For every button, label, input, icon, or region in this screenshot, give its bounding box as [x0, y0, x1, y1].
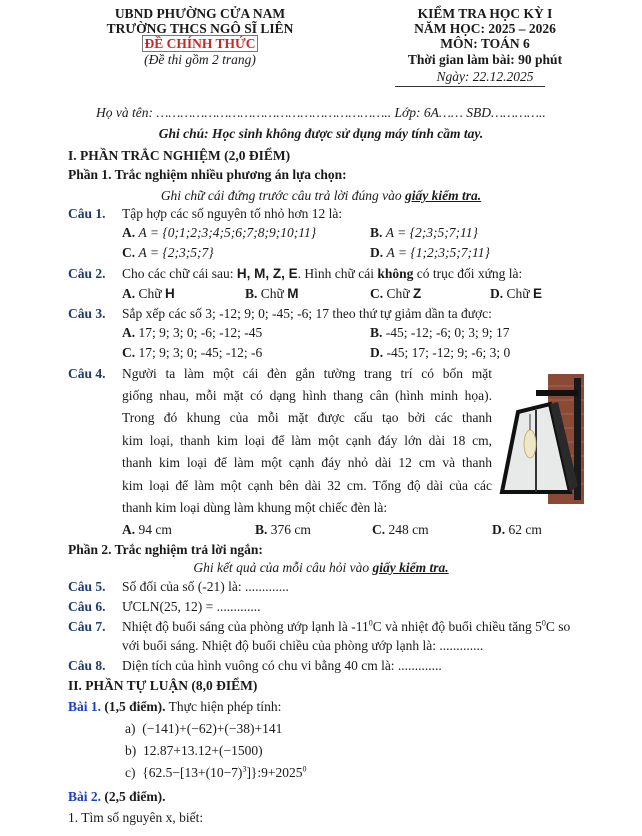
bai1-item-c: c) $\{62.5-[13+(10-7)^3]\}:9+2025^0$ — [125, 764, 307, 780]
note: Ghi chú: Học sinh không được sử dụng máy tính cầm tay. — [158, 126, 484, 141]
question-text-line: với buổi sáng. Nhiệt độ buổi chiều của phòng ướp lạnh là: ............. — [122, 638, 484, 653]
part1-instruction — [0, 188, 642, 204]
question-text: Diện tích của hình vuông có chu vi bằng 40 cm là: ............. — [122, 658, 442, 673]
question-label: Câu 2. — [68, 266, 106, 281]
wall-lamp-image — [498, 374, 588, 504]
question-text-line: kim loại để làm một cạnh bên dài 32 cm. Tổng độ dài của các — [122, 478, 492, 493]
section2-title: II. PHẦN TỰ LUẬN (8,0 ĐIỂM) — [68, 678, 258, 693]
question-text-line: thanh kim loại dùng làm khung một chiếc đèn là: — [122, 500, 388, 515]
option-c: C. 248 cm — [372, 522, 429, 537]
option-c: C. 17; 9; 3; 0; -45; -12; -6 — [122, 345, 263, 360]
question-text-line: Người ta làm một cái đèn gắn tường trang trí có bốn mặt — [122, 366, 492, 381]
section1-title: I. PHẦN TRẮC NGHIỆM (2,0 ĐIỂM) — [68, 148, 291, 163]
question-text: Sắp xếp các số 3; -12; 9; 0; -45; -6; 17 theo thứ tự giảm dần ta được: — [122, 306, 492, 321]
option-d: D. -45; 17; -12; 9; -6; 3; 0 — [370, 345, 511, 360]
question-label: Câu 6. — [68, 599, 106, 614]
option-a: A. Chữ H — [122, 286, 175, 301]
part2-title: Phần 2. Trắc nghiệm trả lời ngắn: — [68, 542, 263, 557]
bai1-heading: Bài 1. (1,5 điểm). Thực hiện phép tính: — [68, 699, 282, 714]
question-label: Câu 1. — [68, 206, 106, 221]
header-left-line1: UBND PHƯỜNG CỬA NAM — [114, 6, 286, 21]
question-text-line: thanh kim loại để làm một cạnh đáy nhỏ dài 12 cm và thanh — [122, 455, 492, 470]
school-name: TRƯỜNG THCS NGÔ SĨ LIÊN — [106, 21, 294, 36]
duration: Thời gian làm bài: 90 phút — [407, 52, 563, 67]
option-a: A. 17; 9; 3; 0; -6; -12; -45 — [122, 325, 263, 340]
part1-title: Phần 1. Trắc nghiệm nhiều phương án lựa chọn: — [68, 167, 347, 182]
option-b: B. 376 cm — [255, 522, 311, 537]
option-d: D. A = {1;2;3;5;7;11} — [370, 245, 490, 260]
question-text: ƯCLN(25, 12) = ............. — [122, 599, 261, 614]
option-c: C. Chữ Z — [370, 286, 422, 301]
instruction-emphasis: giấy kiểm tra. — [405, 188, 482, 203]
question-text-line: giống nhau, mỗi mặt có dạng hình thang cân (hình minh họa). — [122, 388, 492, 403]
question-text-line: Trong đó khung của mỗi mặt được cấu tạo bởi các thanh — [122, 410, 492, 425]
part2-instruction: Ghi kết quả của mỗi câu hỏi vào giấy kiểm tra. — [193, 560, 449, 575]
option-a: A. A = {0;1;2;3;4;5;6;7;8;9;10;11} — [122, 225, 317, 240]
exam-title: KIỂM TRA HỌC KỲ I — [417, 6, 553, 21]
option-d: D. Chữ E — [490, 286, 542, 301]
question-label: Câu 8. — [68, 658, 106, 673]
subject: MÔN: TOÁN 6 — [440, 36, 530, 51]
question-text: Tập hợp các số nguyên tố nhỏ hơn 12 là: — [122, 206, 343, 221]
question-label: Câu 3. — [68, 306, 106, 321]
option-d: D. 62 cm — [492, 522, 542, 537]
option-b: B. Chữ M — [245, 286, 299, 301]
page-count: (Đề thi gồm 2 trang) — [144, 52, 256, 67]
bai1-item-b: b) 12.87+13.12+(−1500) — [125, 743, 263, 758]
question-text: Nhiệt độ buổi sáng của phòng ướp lạnh là $-11^0C$ và nhiệt độ buổi chiều tăng $5^0C$ so — [122, 618, 571, 634]
official-label-wrap — [100, 36, 300, 52]
question-text: Cho các chữ cái sau: H, M, Z, E. Hình chữ cái không có trục đối xứng là: — [122, 266, 523, 281]
option-a: A. 94 cm — [122, 522, 172, 537]
question-label: Câu 7. — [68, 619, 106, 634]
divider — [395, 86, 545, 87]
question-label: Câu 4. — [68, 366, 106, 381]
instruction-text: Ghi chữ cái đứng trước câu trả lời đúng vào — [160, 188, 406, 203]
option-c: C. A = {2;3;5;7} — [122, 245, 214, 260]
option-b: B. A = {2;3;5;7;11} — [370, 225, 478, 240]
student-info-line: Họ và tên: ………………………………………………….. Lớp: 6A…… SBD………….. — [96, 105, 546, 120]
bai2-item-1: 1. Tìm số nguyên x, biết: — [68, 810, 204, 825]
option-b: B. -45; -12; -6; 0; 3; 9; 17 — [370, 325, 510, 340]
bai1-item-a: a) (−141)+(−62)+(−38)+141 — [125, 721, 283, 736]
official-label: ĐỀ CHÍNH THỨC — [144, 36, 256, 51]
school-year: NĂM HỌC: 2025 – 2026 — [414, 21, 556, 36]
question-text-line: kim loại, thanh kim loại để làm một cạnh đáy lớn dài 18 cm, — [122, 433, 492, 448]
bai2-heading: Bài 2. (2,5 điểm). — [68, 789, 166, 804]
exam-date: Ngày: 22.12.2025 — [436, 69, 534, 84]
question-text: Số đối của số (-21) là: ............. — [122, 579, 289, 594]
question-label: Câu 5. — [68, 579, 106, 594]
